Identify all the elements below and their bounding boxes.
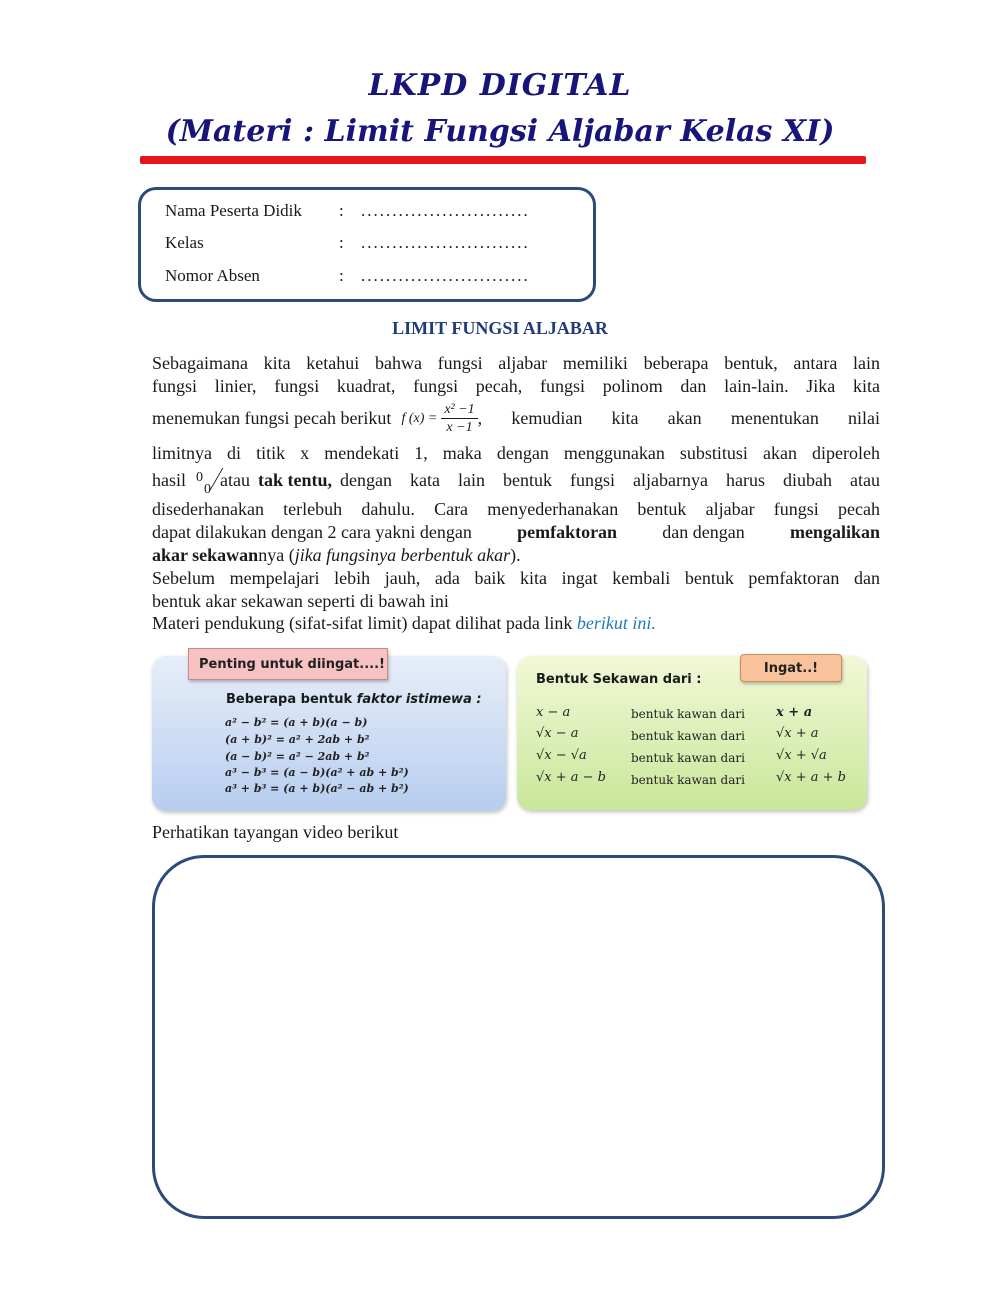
paragraph-text: dapat dilakukan dengan 2 cara yakni dengan (152, 522, 472, 542)
conjugate-right: √x + a (776, 726, 819, 741)
paragraph-line: Sebelum mempelajari lebih jauh, ada baik kita ingat kembali bentuk pemfaktoran dan (152, 568, 880, 588)
conjugate-mid-label: bentuk kawan dari (631, 751, 745, 765)
bold-text: tak tentu, (257, 469, 332, 490)
paragraph-text: dengan kata lain bentuk fungsi aljabarnya harus diubah atau (340, 469, 880, 490)
paragraph-line: bentuk akar sekawan seperti di bawah ini (152, 591, 449, 611)
fraction (441, 401, 477, 436)
function-formula (401, 401, 477, 436)
paragraph-text: dan dengan (662, 522, 745, 542)
paragraph-line-link (152, 612, 880, 635)
factor-formula: a³ − b³ = (a − b)(a² + ab + b²) (225, 766, 409, 779)
absence-number-field[interactable]: ........................... (361, 266, 530, 285)
conjugate-card-heading: Bentuk Sekawan dari : (536, 672, 702, 687)
conjugate-mid-label: bentuk kawan dari (631, 707, 745, 721)
paragraph-line-conjugate (152, 544, 880, 567)
bold-text: mengalikan (789, 522, 880, 542)
identity-colon: : (339, 233, 344, 252)
identity-label: Kelas (165, 233, 204, 252)
conjugate-card-tag: Ingat..! (740, 654, 842, 682)
page-title: LKPD DIGITAL (368, 68, 632, 103)
paragraph-text: hasil (152, 469, 186, 490)
class-field[interactable]: ........................... (361, 233, 530, 252)
paragraph-text: ). (510, 545, 521, 565)
identity-label: Nomor Absen (165, 266, 260, 285)
conjugate-mid-label: bentuk kawan dari (631, 729, 745, 743)
zero-denominator: 0 (204, 482, 211, 497)
paragraph-line: fungsi linier, fungsi kuadrat, fungsi pecah, fungsi polinom dan lain-lain. Jika kita (152, 376, 880, 396)
italic-text: jika fungsinya berbentuk akar (294, 545, 511, 565)
paragraph-text: atau (220, 469, 250, 490)
factor-formula: a³ + b³ = (a + b)(a² − ab + b²) (225, 782, 409, 795)
factor-heading-italic: faktor istimewa : (356, 692, 482, 707)
title-underline (140, 156, 866, 164)
paragraph-line: limitnya di titik x mendekati 1, maka dengan menggunakan substitusi akan diperoleh (152, 443, 880, 463)
support-material-link[interactable]: berikut ini. (576, 613, 656, 633)
bold-text: akar sekawan (152, 545, 259, 565)
paragraph-line-formula (152, 398, 880, 438)
conjugate-left: √x + a − b (536, 770, 607, 785)
factor-formula: a² − b² = (a + b)(a − b) (225, 716, 368, 729)
paragraph-text: , kemudian kita akan menentukan nilai (477, 407, 880, 428)
paragraph-text: Materi pendukung (sifat-sifat limit) dapat dilihat pada link (152, 613, 573, 633)
bold-text: pemfaktoran (517, 522, 618, 542)
identity-label: Nama Peserta Didik (165, 201, 302, 220)
fraction-numerator: x² −1 (441, 401, 477, 419)
conjugate-right: √x + √a (776, 748, 827, 763)
zero-numerator: 0 (196, 470, 203, 485)
function-label: f (x) = (401, 410, 438, 426)
factor-formula: (a − b)² = a² − 2ab + b² (225, 750, 370, 763)
paragraph-line-methods (152, 521, 880, 544)
paragraph-line: Sebagaimana kita ketahui bahwa fungsi aljabar memiliki beberapa bentuk, antara lain (152, 353, 880, 373)
identity-colon: : (339, 266, 344, 285)
conjugate-right: √x + a + b (776, 770, 847, 785)
name-field[interactable]: ........................... (361, 201, 530, 220)
identity-box (138, 187, 596, 302)
conjugate-right: x + a (776, 705, 813, 720)
zero-over-zero (196, 466, 218, 497)
factor-formula: (a + b)² = a² + 2ab + b² (225, 733, 370, 746)
conjugate-left: √x − √a (536, 748, 587, 763)
factor-heading-text: Beberapa bentuk (226, 692, 353, 707)
factor-card-heading (226, 692, 482, 707)
paragraph-line: disederhanakan terlebuh dahulu. Cara menyederhanakan bentuk aljabar fungsi pecah (152, 499, 880, 519)
paragraph-text: menemukan fungsi pecah berikut (152, 407, 392, 428)
conjugate-left: x − a (536, 705, 571, 720)
paragraph-text: nya ( (258, 545, 295, 565)
page-subtitle: (Materi : Limit Fungsi Aljabar Kelas XI) (165, 114, 835, 149)
video-caption: Perhatikan tayangan video berikut (152, 822, 399, 842)
factor-card-tag: Penting untuk diingat....! (188, 648, 388, 680)
section-title: LIMIT FUNGSI ALJABAR (392, 318, 608, 338)
paragraph-line-zero (152, 465, 880, 495)
fraction-denominator: x −1 (446, 419, 473, 435)
conjugate-mid-label: bentuk kawan dari (631, 773, 745, 787)
conjugate-left: √x − a (536, 726, 579, 741)
identity-colon: : (339, 201, 344, 220)
video-player[interactable] (152, 855, 885, 1219)
